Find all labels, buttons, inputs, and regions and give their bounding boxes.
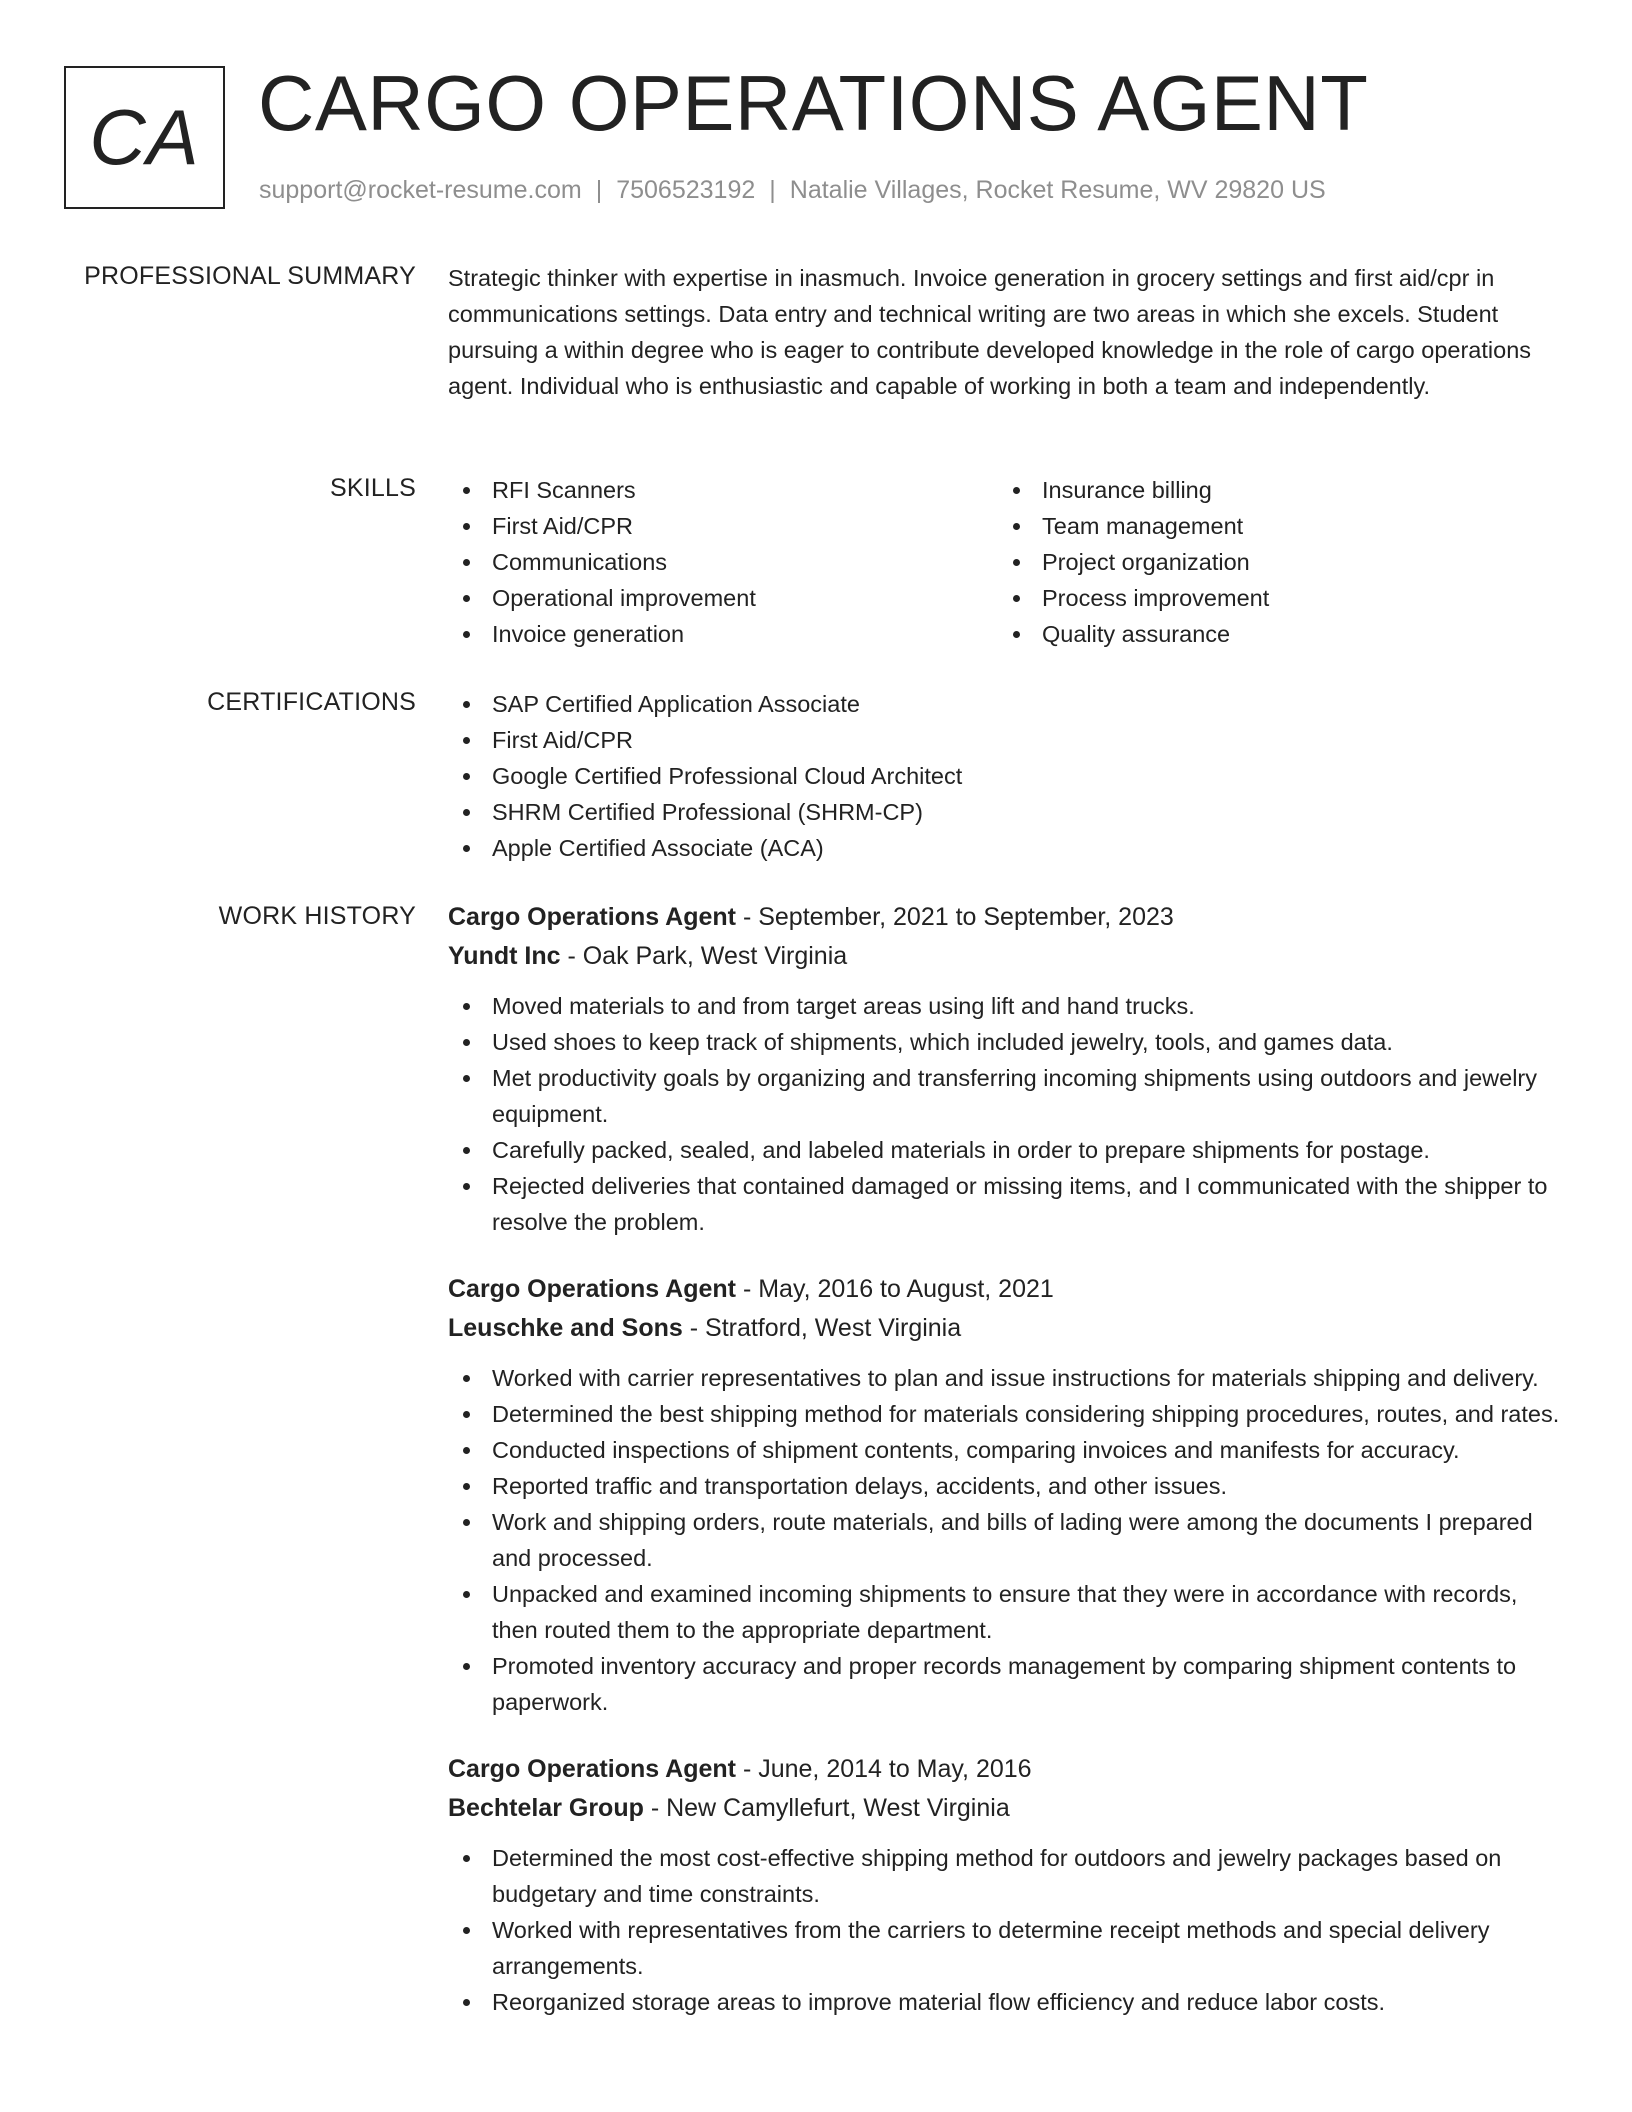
skill-item: Invoice generation [448,616,998,652]
job-title: Cargo Operations Agent [448,1275,736,1303]
work-history-heading: WORK HISTORY [218,902,416,930]
skill-item: Team management [998,508,1548,544]
job-dates: - September, 2021 to September, 2023 [736,903,1174,931]
job-duty-item: Work and shipping orders, route materials, and bills of lading were among the documents I prepared and processed. [448,1504,1568,1576]
skill-item: First Aid/CPR [448,508,998,544]
skill-item: Project organization [998,544,1548,580]
job-company: Yundt Inc [448,942,561,970]
job-duty-item: Determined the most cost-effective shipping method for outdoors and jewelry packages based on budgetary and time constraints. [448,1840,1568,1912]
skill-item: Quality assurance [998,616,1548,652]
contact-phone[interactable]: 7506523192 [616,176,756,204]
work-history-body [448,898,1568,2050]
certification-item: SAP Certified Application Associate [448,686,1568,722]
job-company-line [448,1788,1568,1828]
job-dates: - June, 2014 to May, 2016 [736,1755,1032,1783]
job-company-line [448,936,1568,976]
certifications-list [448,686,1568,866]
job-duty-item: Rejected deliveries that contained damaged or missing items, and I communicated with the shipper to resolve the problem. [448,1168,1568,1240]
monogram-initials: CA [89,93,200,181]
job-duties-list [448,1360,1568,1720]
job-title: Cargo Operations Agent [448,903,736,931]
certification-item: Google Certified Professional Cloud Architect [448,758,1568,794]
certification-item: First Aid/CPR [448,722,1568,758]
job-dates: - May, 2016 to August, 2021 [736,1275,1054,1303]
job-duty-item: Conducted inspections of shipment contents, comparing invoices and manifests for accuracy. [448,1432,1568,1468]
job-duty-item: Promoted inventory accuracy and proper records management by comparing shipment contents to paperwork. [448,1648,1568,1720]
job-duty-item: Unpacked and examined incoming shipments to ensure that they were in accordance with records, then routed them to the appropriate department. [448,1576,1568,1648]
summary-text: Strategic thinker with expertise in inasmuch. Invoice generation in grocery settings and first aid/cpr in communications settings. Data entry and technical writing are two areas in which she excels. Student pursuing a within degree who is eager to contribute developed knowledge in the role of cargo operations agent. Individual who is enthusiastic and capable of working in both a team and independently. [448,265,1532,399]
job-company: Leuschke and Sons [448,1314,683,1342]
job-duty-item: Worked with carrier representatives to plan and issue instructions for materials shipping and delivery. [448,1360,1568,1396]
contact-line [259,176,1326,205]
job-title-line [448,1270,1568,1308]
job-duty-item: Worked with representatives from the carriers to determine receipt methods and special delivery arrangements. [448,1912,1568,1984]
resume-title: CARGO OPERATIONS AGENT [258,59,1369,147]
job-location: - Stratford, West Virginia [682,1314,962,1342]
skill-item: Operational improvement [448,580,998,616]
job-entry [448,1750,1568,2020]
job-duties-list [448,1840,1568,2020]
job-title-line [448,898,1568,936]
certification-item: Apple Certified Associate (ACA) [448,830,1568,866]
skills-heading: SKILLS [330,474,416,502]
job-entry [448,898,1568,1240]
job-company-line [448,1308,1568,1348]
certifications-heading: CERTIFICATIONS [207,688,416,716]
job-duty-item: Reported traffic and transportation delays, accidents, and other issues. [448,1468,1568,1504]
job-location: - Oak Park, West Virginia [560,942,848,970]
contact-email[interactable]: support@rocket-resume.com [259,176,582,204]
contact-separator: | [595,176,603,204]
skill-item: Process improvement [998,580,1548,616]
job-duties-list [448,988,1568,1240]
job-duty-item: Used shoes to keep track of shipments, which included jewelry, tools, and games data. [448,1024,1568,1060]
skills-list-right [998,472,1548,652]
job-location: - New Camyllefurt, West Virginia [643,1794,1010,1822]
job-duty-item: Met productivity goals by organizing and transferring incoming shipments using outdoors and jewelry equipment. [448,1060,1568,1132]
job-entry [448,1270,1568,1720]
skill-item: Communications [448,544,998,580]
job-duty-item: Moved materials to and from target areas using lift and hand trucks. [448,988,1568,1024]
job-duty-item: Reorganized storage areas to improve material flow efficiency and reduce labor costs. [448,1984,1568,2020]
job-duty-item: Determined the best shipping method for materials considering shipping procedures, routes, and rates. [448,1396,1568,1432]
job-title: Cargo Operations Agent [448,1755,736,1783]
contact-address: Natalie Villages, Rocket Resume, WV 29820 US [789,176,1326,204]
job-duty-item: Carefully packed, sealed, and labeled materials in order to prepare shipments for postage. [448,1132,1568,1168]
job-title-line [448,1750,1568,1788]
contact-separator: | [769,176,776,204]
skill-item: Insurance billing [998,472,1548,508]
job-company: Bechtelar Group [448,1794,644,1822]
skills-list-left [448,472,998,652]
certification-item: SHRM Certified Professional (SHRM-CP) [448,794,1568,830]
monogram-box [64,66,225,209]
skill-item: RFI Scanners [448,472,998,508]
summary-heading: PROFESSIONAL SUMMARY [84,262,416,290]
